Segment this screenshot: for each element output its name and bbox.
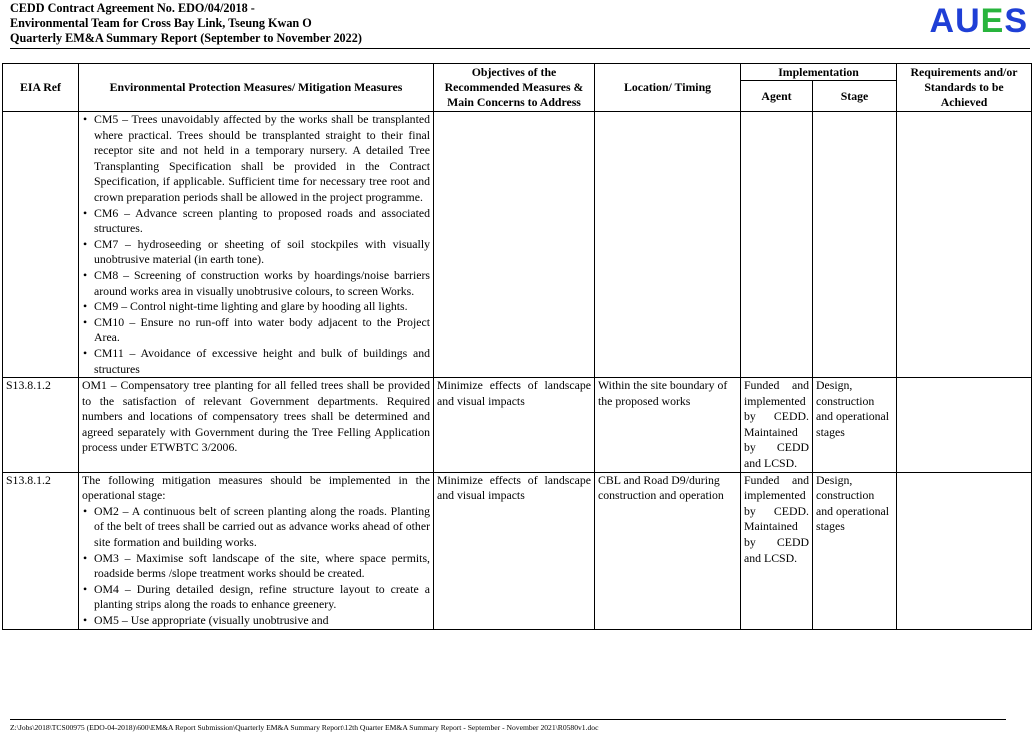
list-item: • OM2 – A continuous belt of screen planting along the roads. Planting of the belt of trees shall be carried out as advance works ahead of other site formation and building works.	[82, 504, 430, 551]
list-item: • OM5 – Use appropriate (visually unobtrusive and	[82, 613, 430, 629]
agent-cell: Funded and implemented by CEDD. Maintained by CEDD and LCSD.	[741, 472, 813, 629]
list-item: • CM6 – Advance screen planting to proposed roads and associated structures.	[82, 206, 430, 237]
objectives-cell: Minimize effects of landscape and visual impacts	[434, 378, 595, 473]
measures-cell	[79, 112, 434, 378]
measures-cell	[79, 472, 434, 629]
header-location: Location/ Timing	[595, 64, 741, 112]
measure-list	[82, 504, 430, 629]
report-line: Quarterly EM&A Summary Report (September to November 2022)	[10, 31, 362, 45]
table-row	[3, 112, 1032, 378]
stage-cell	[813, 112, 897, 378]
objectives-cell	[434, 112, 595, 378]
measure-list	[82, 112, 430, 377]
list-item: • CM11 – Avoidance of excessive height and bulk of buildings and structures	[82, 346, 430, 377]
header-measures: Environmental Protection Measures/ Mitigation Measures	[79, 64, 434, 112]
measures-cell: OM1 – Compensatory tree planting for all felled trees shall be provided to the satisfaction of relevant Government departments. Required numbers and locations of compensatory trees shall be determined and agreed separately with Government during the Tree Felling Application process under ETWBTC 3/2006.	[79, 378, 434, 473]
list-item: • OM3 – Maximise soft landscape of the site, where space permits, roadside berms /slope treatment works should be created.	[82, 551, 430, 582]
list-item: • CM5 – Trees unavoidably affected by the works shall be transplanted where practical. Trees should be transplanted straight to their final receptor site and not held in a temporary nursery. A detailed Tree Transplanting Specification shall be provided in the Contract Specification, if applicable. Sufficient time for necessary tree root and crown preparation periods shall be allowed in the project programme.	[82, 112, 430, 206]
header-requirements: Requirements and/or Standards to be Achieved	[897, 64, 1032, 112]
footer-divider	[10, 719, 1006, 720]
list-item: • OM4 – During detailed design, refine structure layout to create a planting strips along the roads to enhance greenery.	[82, 582, 430, 613]
location-cell: Within the site boundary of the proposed works	[595, 378, 741, 473]
header-eia-ref: EIA Ref	[3, 64, 79, 112]
header-objectives: Objectives of the Recommended Measures & Main Concerns to Address	[434, 64, 595, 112]
eia-ref-cell	[3, 112, 79, 378]
header-implementation: Implementation	[741, 64, 897, 81]
stage-cell: Design, construction and operational stages	[813, 378, 897, 473]
list-item: • CM8 – Screening of construction works by hoardings/noise barriers around works area in visually unobtrusive colours, to screen Works.	[82, 268, 430, 299]
requirements-cell	[897, 378, 1032, 473]
eia-ref-cell: S13.8.1.2	[3, 378, 79, 473]
eia-ref-cell: S13.8.1.2	[3, 472, 79, 629]
agent-cell: Funded and implemented by CEDD. Maintained by CEDD and LCSD.	[741, 378, 813, 473]
aues-logo: AUES	[929, 2, 1028, 40]
location-cell	[595, 112, 741, 378]
table-row	[3, 378, 1032, 473]
list-item: • CM9 – Control night-time lighting and glare by hooding all lights.	[82, 299, 430, 315]
table-header-row	[3, 64, 1032, 81]
header-agent: Agent	[741, 81, 813, 112]
contract-line: CEDD Contract Agreement No. EDO/04/2018 -	[10, 1, 255, 15]
stage-cell: Design, construction and operational stages	[813, 472, 897, 629]
objectives-cell: Minimize effects of landscape and visual impacts	[434, 472, 595, 629]
header-divider	[10, 48, 1030, 49]
header-stage: Stage	[813, 81, 897, 112]
measures-intro: The following mitigation measures should be implemented in the operational stage:	[82, 472, 430, 503]
list-item: • CM10 – Ensure no run-off into water body adjacent to the Project Area.	[82, 315, 430, 346]
requirements-cell	[897, 472, 1032, 629]
team-line: Environmental Team for Cross Bay Link, Tseung Kwan O	[10, 16, 312, 30]
list-item: • CM7 – hydroseeding or sheeting of soil stockpiles with visually unobtrusive material (in earth tone).	[82, 237, 430, 268]
footer-file-path: Z:\Jobs\2018\TCS00975 (EDO-04-2018)\600\EM&A Report Submission\Quarterly EM&A Summary Report\12th Quarter EM&A Summary Report - September - November 2021\R0580v1.doc	[10, 723, 599, 732]
page-header	[10, 0, 1030, 48]
requirements-cell	[897, 112, 1032, 378]
mitigation-measures-table	[2, 63, 1032, 630]
location-cell: CBL and Road D9/during construction and operation	[595, 472, 741, 629]
report-title-block	[10, 1, 362, 46]
agent-cell	[741, 112, 813, 378]
table-row	[3, 472, 1032, 629]
